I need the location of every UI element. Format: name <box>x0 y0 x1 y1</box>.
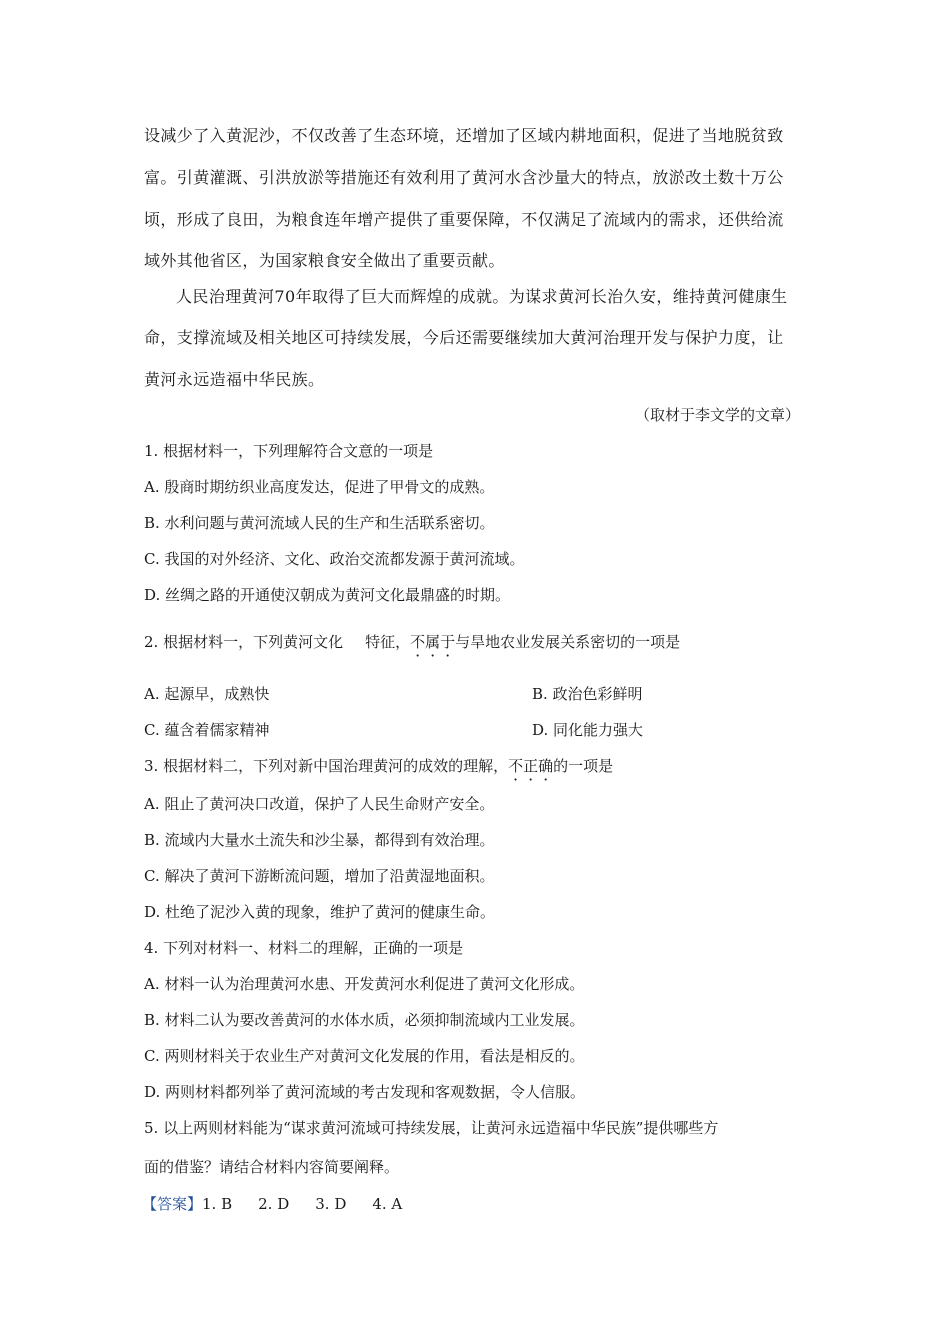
question-2-option-d: D. 同化能力强大 <box>532 721 644 739</box>
answer-item: 1. B <box>202 1195 233 1213</box>
question-3-option-b: B. 流域内大量水土流失和沙尘暴，都得到有效治理。 <box>144 831 495 849</box>
answer-item: 3. D <box>315 1195 347 1213</box>
answer-item: 2. D <box>258 1195 290 1213</box>
question-3-option-a: A. 阻止了黄河决口改道，保护了人民生命财产安全。 <box>144 795 495 813</box>
question-3-option-c: C. 解决了黄河下游断流问题，增加了沿黄湿地面积。 <box>144 867 495 885</box>
passage-line: 黄河永远造福中华民族。 <box>144 370 325 389</box>
passage-line: 域外其他省区，为国家粮食安全做出了重要贡献。 <box>144 251 505 270</box>
emphasis-char: 属 <box>425 633 441 651</box>
answer-item: 4. A <box>372 1195 403 1213</box>
question-3-option-d: D. 杜绝了泥沙入黄的现象，维护了黄河的健康生命。 <box>144 903 496 921</box>
question-2-option-a: A. 起源早，成熟快 <box>144 685 270 703</box>
passage-line: 人民治理黄河70年取得了巨大而辉煌的成就。为谋求黄河长治久安，维持黄河健康生 <box>176 287 788 306</box>
passage-line: 富。引黄灌溉、引洪放淤等措施还有效利用了黄河水含沙量大的特点，放淤改土数十万公 <box>144 168 784 187</box>
question-5-stem-line: 5. 以上两则材料能为“谋求黄河流域可持续发展，让黄河永远造福中华民族”提供哪些方 <box>144 1119 719 1137</box>
question-1-stem: 1. 根据材料一，下列理解符合文意的一项是 <box>144 442 434 460</box>
question-2-stem <box>144 632 680 652</box>
question-2-option-c: C. 蕴含着儒家精神 <box>144 721 270 739</box>
source-citation: （取材于李文学的文章） <box>634 406 800 424</box>
question-2-stem-mid: 特征， <box>365 633 411 651</box>
passage-line: 命，支撑流域及相关地区可持续发展，今后还需要继续加大黄河治理开发与保护力度，让 <box>144 328 784 347</box>
question-2-stem-pre: 2. 根据材料一，下列黄河文化 <box>144 633 344 651</box>
emphasis-char: 确 <box>538 757 554 775</box>
question-3-stem-post: 的一项是 <box>553 757 614 775</box>
question-4-stem: 4. 下列对材料一、材料二的理解，正确的一项是 <box>144 939 464 957</box>
emphasis-char: 正 <box>523 757 539 775</box>
emphasis-char: 不 <box>410 633 426 651</box>
question-4-option-b: B. 材料二认为要改善黄河的水体水质，必须抑制流域内工业发展。 <box>144 1011 585 1029</box>
passage-line: 设减少了入黄泥沙，不仅改善了生态环境，还增加了区域内耕地面积，促进了当地脱贫致 <box>144 126 784 145</box>
question-1-option-a: A. 殷商时期纺织业高度发达，促进了甲骨文的成熟。 <box>144 478 495 496</box>
answer-tag: 【答案】 <box>142 1195 203 1213</box>
question-3-stem-pre: 3. 根据材料二，下列对新中国治理黄河的成效的理解， <box>144 757 509 775</box>
question-5-stem-line: 面的借鉴？请结合材料内容简要阐释。 <box>144 1158 400 1176</box>
question-2-stem-post: 与旱地农业发展关系密切的一项是 <box>455 633 681 651</box>
question-4-option-c: C. 两则材料关于农业生产对黄河文化发展的作用，看法是相反的。 <box>144 1047 585 1065</box>
emphasis-char: 于 <box>440 633 456 651</box>
passage-line: 顷，形成了良田，为粮食连年增产提供了重要保障，不仅满足了流域内的需求，还供给流 <box>144 210 784 229</box>
question-4-option-a: A. 材料一认为治理黄河水患、开发黄河水利促进了黄河文化形成。 <box>144 975 585 993</box>
question-1-option-d: D. 丝绸之路的开通使汉朝成为黄河文化最鼎盛的时期。 <box>144 586 511 604</box>
question-3-stem <box>144 756 613 776</box>
emphasis-char: 不 <box>508 757 524 775</box>
answer-line <box>142 1194 402 1214</box>
question-2-option-b: B. 政治色彩鲜明 <box>532 685 643 703</box>
question-1-option-c: C. 我国的对外经济、文化、政治交流都发源于黄河流域。 <box>144 550 525 568</box>
question-4-option-d: D. 两则材料都列举了黄河流域的考古发现和客观数据，令人信服。 <box>144 1083 586 1101</box>
question-1-option-b: B. 水利问题与黄河流域人民的生产和生活联系密切。 <box>144 514 495 532</box>
